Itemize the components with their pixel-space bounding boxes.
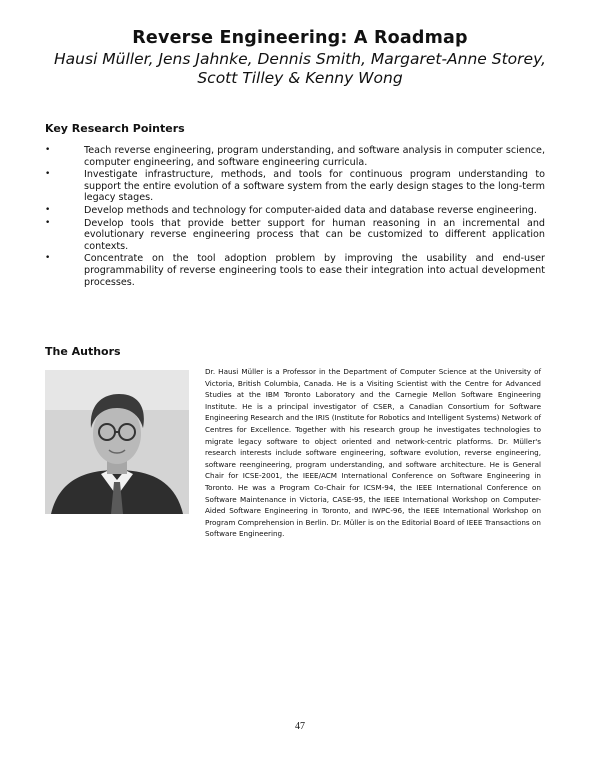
- author-bio: Dr. Hausi Müller is a Professor in the Department of Computer Science at the University of Victoria, British Columbia, Canada. He is a Visiting Scientist with the Centre for Advanced Studies at the IBM Toronto Laboratory and the Carnegie Mellon Software Engineering Institute. He is a principal investigator of CSER, a Canadian Consortium for Software Engineering Research and the IRIS (Institute for Robotics and Intelligent Systems) Network of Centres for Excellence. Together with his research group he investigates technologies to migrate legacy software to object oriented and network-centric platforms. Dr. Müller's research interests include software engineering, software evolution, reverse engineering, software reengineering, program understanding, and software architecture. He is General Chair for ICSE-2001, the IEEE/ACM International Conference on Software Engineering in Toronto. He was a Program Co-Chair for ICSM-94, the IEEE International Conference on Software Maintenance in Victoria, CASE-95, the IEEE International Workshop on Computer-Aided Software Engineering in Toronto, and IWPC-96, the IEEE International Workshop on Program Comprehension in Berlin. Dr. Müller is on the Editorial Board of IEEE Transactions on Software Engineering.: [205, 367, 541, 539]
- portrait-image: [45, 370, 189, 514]
- bullet-icon: •: [45, 145, 51, 155]
- list-item: [45, 169, 545, 204]
- list-item-text: Teach reverse engineering, program understanding, and software analysis in computer science, computer engineering, and software engineering curricula.: [84, 145, 545, 168]
- list-item-text: Investigate infrastructure, methods, and tools for continuous program understanding to support the entire evolution of a software system from the early design stages to the long-term legacy stages.: [84, 169, 545, 204]
- list-item: [45, 205, 545, 217]
- author-list: [40, 50, 560, 88]
- bullet-icon: •: [45, 169, 51, 180]
- list-item-text: Concentrate on the tool adoption problem by improving the usability and end-user programmability of reverse engineering tools to ease their integration into actual development processes.: [84, 253, 545, 288]
- list-item: [45, 218, 545, 253]
- list-item-text: Develop methods and technology for computer-aided data and database reverse engineering.: [84, 204, 537, 216]
- section-heading-authors: The Authors: [45, 345, 121, 358]
- research-pointers-list: [45, 145, 545, 289]
- bullet-icon: •: [45, 204, 51, 215]
- bullet-icon: •: [45, 217, 51, 228]
- list-item: [45, 253, 545, 288]
- bullet-icon: •: [45, 253, 51, 264]
- section-heading-pointers: Key Research Pointers: [45, 122, 185, 135]
- page-number: 47: [295, 721, 305, 732]
- list-item-text: Develop tools that provide better support for human reasoning in an incremental and evolutionary reverse engineering process that can be customized to different application contexts.: [84, 217, 545, 252]
- paper-title: Reverse Engineering: A Roadmap: [132, 28, 468, 48]
- author-line-2: Scott Tilley & Kenny Wong: [197, 69, 403, 87]
- author-line-1: Hausi Müller, Jens Jahnke, Dennis Smith, Margaret-Anne Storey,: [54, 50, 546, 68]
- author-photo: [45, 370, 189, 514]
- list-item: [45, 145, 545, 168]
